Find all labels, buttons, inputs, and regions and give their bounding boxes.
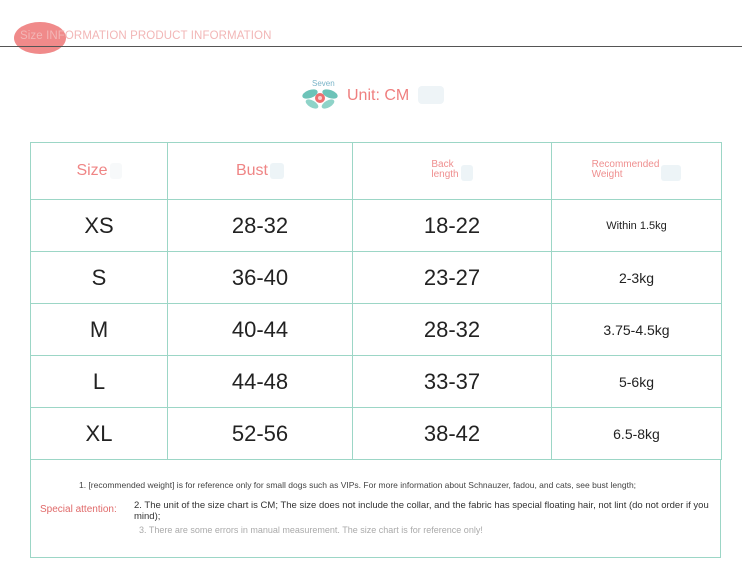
weight-cell: 2-3kg <box>552 252 722 304</box>
back-length-cell: 23-27 <box>353 252 552 304</box>
note-1: 1. [recommended weight] is for reference only for small dogs such as VIPs. For more information about Schnauzer, fadou, and cats, see bust length; <box>79 480 637 490</box>
logo-text: Seven <box>312 79 335 88</box>
header-size-label: Size <box>76 162 108 179</box>
size-cell: L <box>31 356 168 408</box>
header-weight-label <box>592 160 660 180</box>
note-3: 3. There are some errors in manual measurement. The size chart is for reference only! <box>139 525 483 535</box>
table-header-row <box>31 143 722 200</box>
size-cell: XS <box>31 200 168 252</box>
table-row <box>31 408 722 460</box>
header-weight-line2: Weight <box>591 169 623 180</box>
back-length-cell: 38-42 <box>353 408 552 460</box>
table-row <box>31 356 722 408</box>
header-size <box>31 143 168 200</box>
bust-cell: 52-56 <box>168 408 353 460</box>
size-cell: XL <box>31 408 168 460</box>
back-length-cell: 28-32 <box>353 304 552 356</box>
watermark-mark <box>418 86 444 104</box>
watermark-mark <box>461 165 473 181</box>
header <box>0 0 750 50</box>
weight-cell: 5-6kg <box>552 356 722 408</box>
header-back-length <box>353 143 552 200</box>
header-bust <box>168 143 353 200</box>
size-cell: M <box>31 304 168 356</box>
header-weight <box>552 143 722 200</box>
watermark-mark <box>661 165 681 181</box>
size-cell: S <box>31 252 168 304</box>
table-row <box>31 252 722 304</box>
header-back-length-line2: length <box>431 169 459 180</box>
back-length-cell: 18-22 <box>353 200 552 252</box>
bust-cell: 36-40 <box>168 252 353 304</box>
unit-label: Unit: CM <box>347 87 410 104</box>
unit-row <box>300 78 460 114</box>
header-back-length-line1: Back <box>431 159 454 170</box>
header-weight-line1: Recommended <box>591 159 660 170</box>
weight-cell: 3.75-4.5kg <box>552 304 722 356</box>
bust-cell: 40-44 <box>168 304 353 356</box>
table-row <box>31 304 722 356</box>
weight-cell: 6.5-8kg <box>552 408 722 460</box>
header-title: Size INFORMATION PRODUCT INFORMATION <box>20 30 272 42</box>
notes-section <box>30 460 721 558</box>
size-table <box>30 142 722 460</box>
watermark-mark <box>270 163 284 179</box>
weight-cell: Within 1.5kg <box>552 200 722 252</box>
back-length-cell: 33-37 <box>353 356 552 408</box>
table-row <box>31 200 722 252</box>
special-attention-label: Special attention: <box>40 504 117 515</box>
header-divider <box>0 46 742 47</box>
note-2: 2. The unit of the size chart is CM; The size does not include the collar, and the fabric has special floating hair, not lint (do not order if you mind); <box>134 500 709 522</box>
bust-cell: 44-48 <box>168 356 353 408</box>
bust-cell: 28-32 <box>168 200 353 252</box>
header-bust-label: Bust <box>235 162 268 179</box>
watermark-mark <box>110 163 122 179</box>
header-back-length-label <box>431 160 458 180</box>
